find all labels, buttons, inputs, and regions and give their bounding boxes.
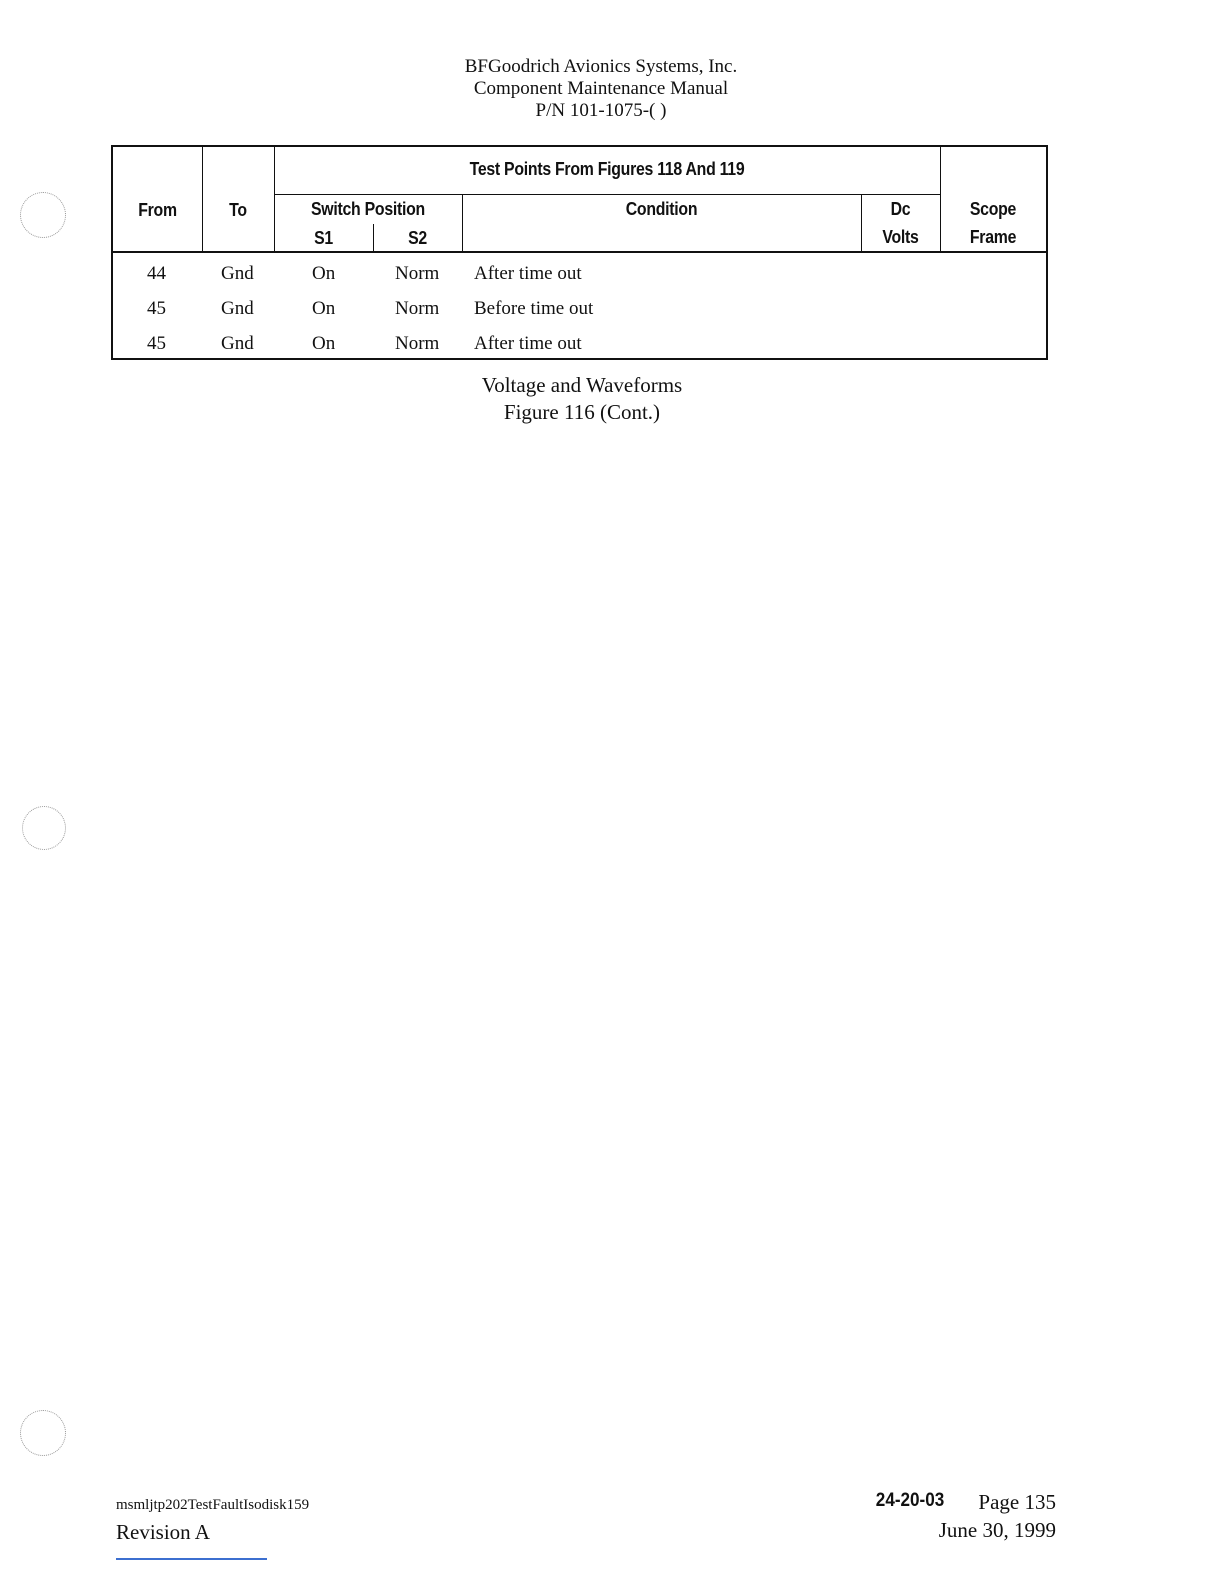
col-s2: S2 (408, 228, 427, 248)
cell-s1: On (312, 263, 336, 284)
page-header (0, 56, 1224, 122)
cell-condition: After time out (474, 263, 582, 284)
manual-title: Component Maintenance Manual (473, 78, 729, 99)
footer-right (860, 1490, 1056, 1543)
test-points-table (111, 145, 1048, 360)
doc-number: 24-20-03 (876, 1490, 945, 1511)
revision-date: June 30, 1999 (938, 1518, 1056, 1542)
caption-figure: Figure 116 (Cont.) (503, 400, 661, 424)
binder-hole-mark (20, 1410, 66, 1456)
company-name: BFGoodrich Avionics Systems, Inc. (464, 56, 738, 77)
cell-from: 44 (147, 263, 166, 284)
binder-hole-mark (20, 192, 66, 238)
col-condition: Condition (625, 199, 698, 219)
file-code: msmljtp202TestFaultIsodisk159 (116, 1497, 310, 1513)
col-from: From (138, 200, 177, 220)
part-number: P/N 101-1075-( ) (535, 100, 667, 121)
cell-condition: Before time out (474, 298, 594, 319)
table-row (113, 298, 1046, 333)
cell-s2: Norm (395, 298, 440, 319)
revision: Revision A (116, 1520, 210, 1544)
table-row (113, 333, 1046, 368)
cell-from: 45 (147, 298, 166, 319)
cell-s1: On (312, 298, 336, 319)
col-volts: Volts (882, 227, 919, 247)
cell-s2: Norm (395, 333, 440, 354)
col-scope: Scope (969, 199, 1017, 219)
footer-left (116, 1497, 309, 1545)
cell-to: Gnd (221, 333, 254, 354)
binder-hole-mark (22, 806, 66, 850)
table-row (113, 263, 1046, 298)
page-number: Page 135 (978, 1490, 1056, 1514)
col-switch-position: Switch Position (311, 199, 425, 219)
cell-from: 45 (147, 333, 166, 354)
col-dc: Dc (890, 199, 911, 219)
col-s1: S1 (314, 228, 333, 248)
footer-underline (116, 1558, 267, 1560)
caption-title: Voltage and Waveforms (481, 373, 683, 397)
figure-caption (0, 372, 1224, 426)
cell-s1: On (312, 333, 336, 354)
cell-to: Gnd (221, 298, 254, 319)
group-title: Test Points From Figures 118 And 119 (469, 159, 745, 179)
col-frame: Frame (969, 227, 1017, 247)
cell-to: Gnd (221, 263, 254, 284)
cell-s2: Norm (395, 263, 440, 284)
cell-condition: After time out (474, 333, 582, 354)
col-to: To (229, 200, 247, 220)
